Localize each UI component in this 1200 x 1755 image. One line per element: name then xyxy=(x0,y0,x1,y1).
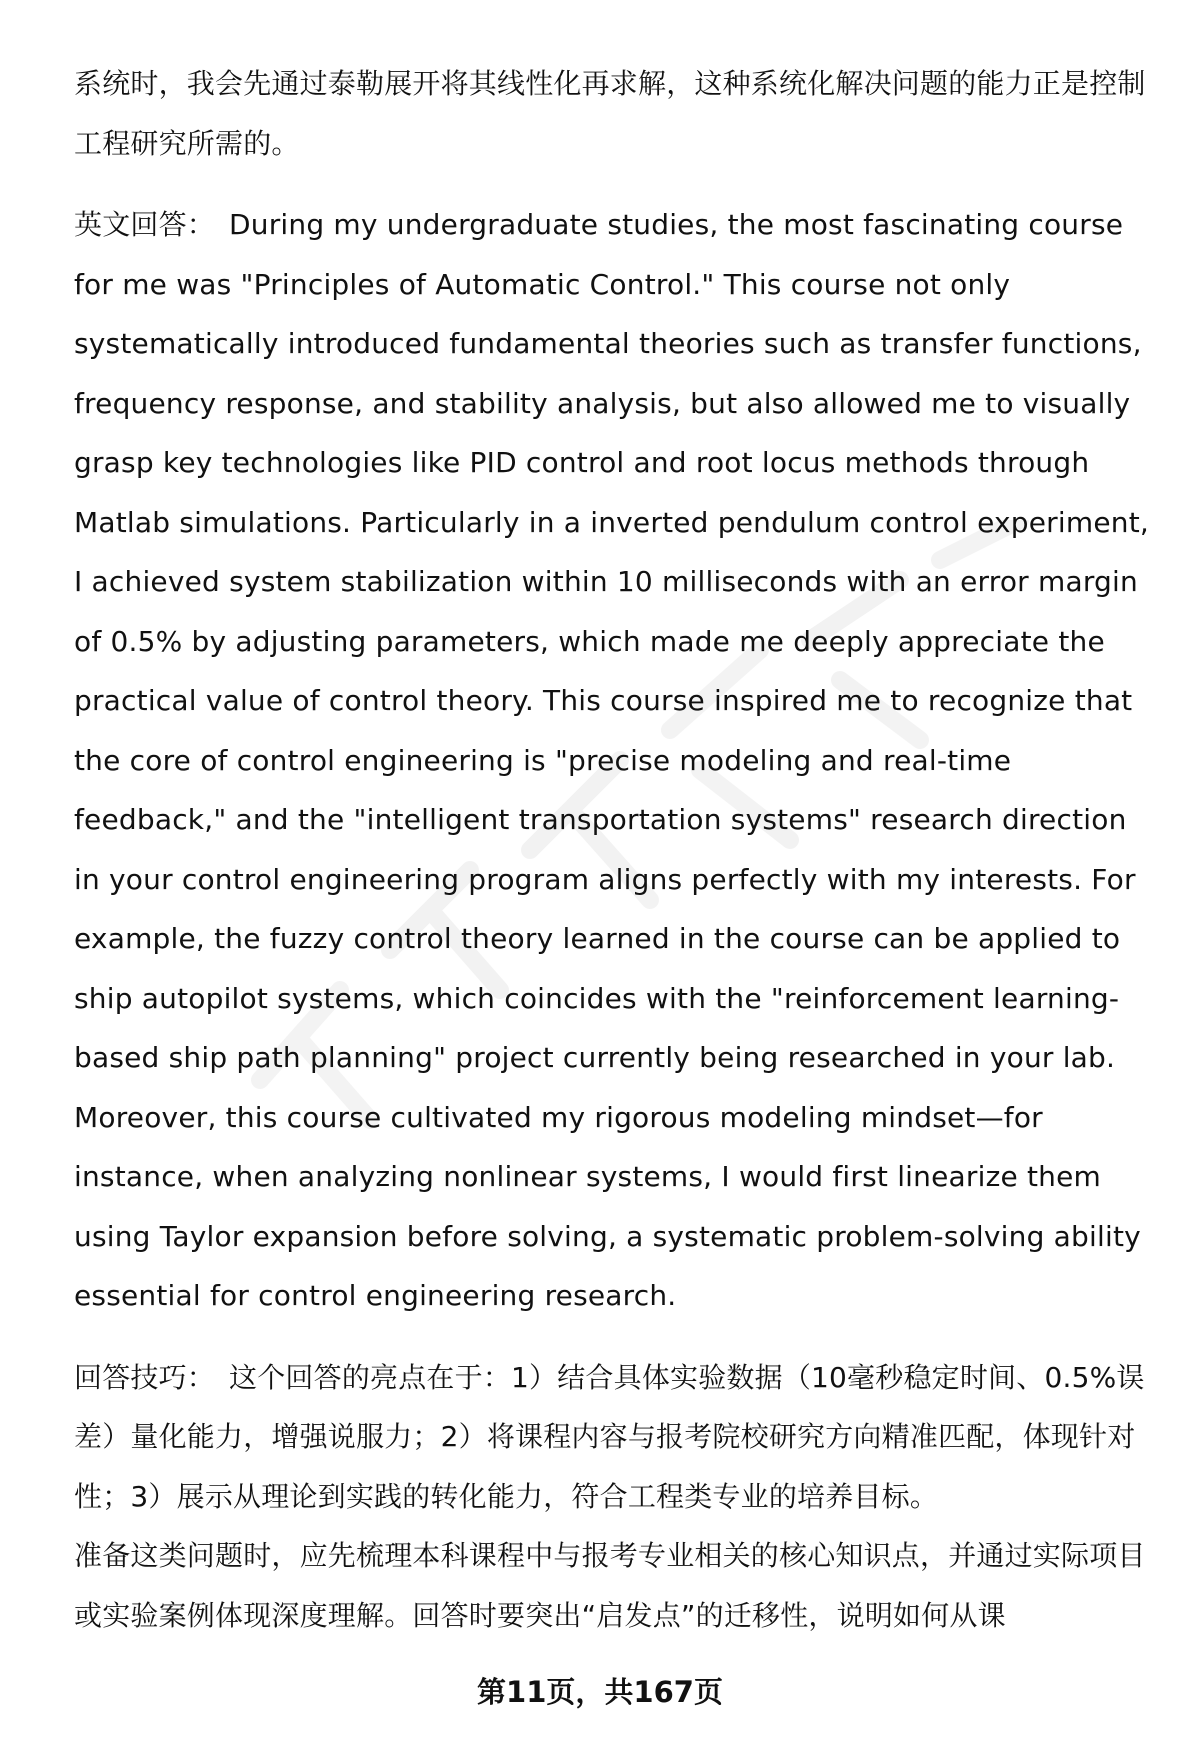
english-answer-text: During my undergraduate studies, the most fascinating course for me was "Principles of Automatic Control." This course not only systematically introduced fundamental theories such as transfer functions, frequency response, and stability analysis, but also allowed me to visually grasp key technologies like PID control and root locus methods through Matlab simulations. Particularly in a inverted pendulum control experiment, I achieved system stabilization within 10 milliseconds with an error margin of 0.5% by adjusting parameters, which made me deeply appreciate the practical value of control theory. This course inspired me to recognize that the core of control engineering is "precise modeling and real-time feedback," and the "intelligent transportation systems" research direction in your control engineering program aligns perfectly with my interests. For example, the fuzzy control theory learned in the course can be applied to ship autopilot systems, which coincides with the "reinforcement learning-based ship path planning" project currently being researched in your lab. Moreover, this course cultivated my rigorous modeling mindset—for instance, when analyzing nonlinear systems, I would first linearize them using Taylor expansion before solving, a systematic problem-solving ability essential for control engineering research. xyxy=(74,208,1149,1312)
paragraph-preparation: 准备这类问题时，应先梳理本科课程中与报考专业相关的核心知识点，并通过实际项目或实验案例体现深度理解。回答时要突出“启发点”的迁移性，说明如何从课 xyxy=(74,1539,1146,1632)
document-body xyxy=(74,54,1154,1645)
answer-tips-label: 回答技巧： xyxy=(74,1360,216,1394)
page-indicator: 第11页，共167页 xyxy=(477,1675,723,1709)
paragraph-english-answer xyxy=(74,195,1154,1326)
paragraph-continued: 系统时，我会先通过泰勒展开将其线性化再求解，这种系统化解决问题的能力正是控制工程研究所需的。 xyxy=(74,67,1146,160)
answer-tips-text: 这个回答的亮点在于：1）结合具体实验数据（10毫秒稳定时间、0.5%误差）量化能力，增强说服力；2）将课程内容与报考院校研究方向精准匹配，体现针对性；3）展示从理论到实践的转化能力，符合工程类专业的培养目标。 xyxy=(74,1360,1145,1513)
english-answer-label: 英文回答： xyxy=(74,208,216,241)
paragraph-answer-tips xyxy=(74,1348,1154,1527)
